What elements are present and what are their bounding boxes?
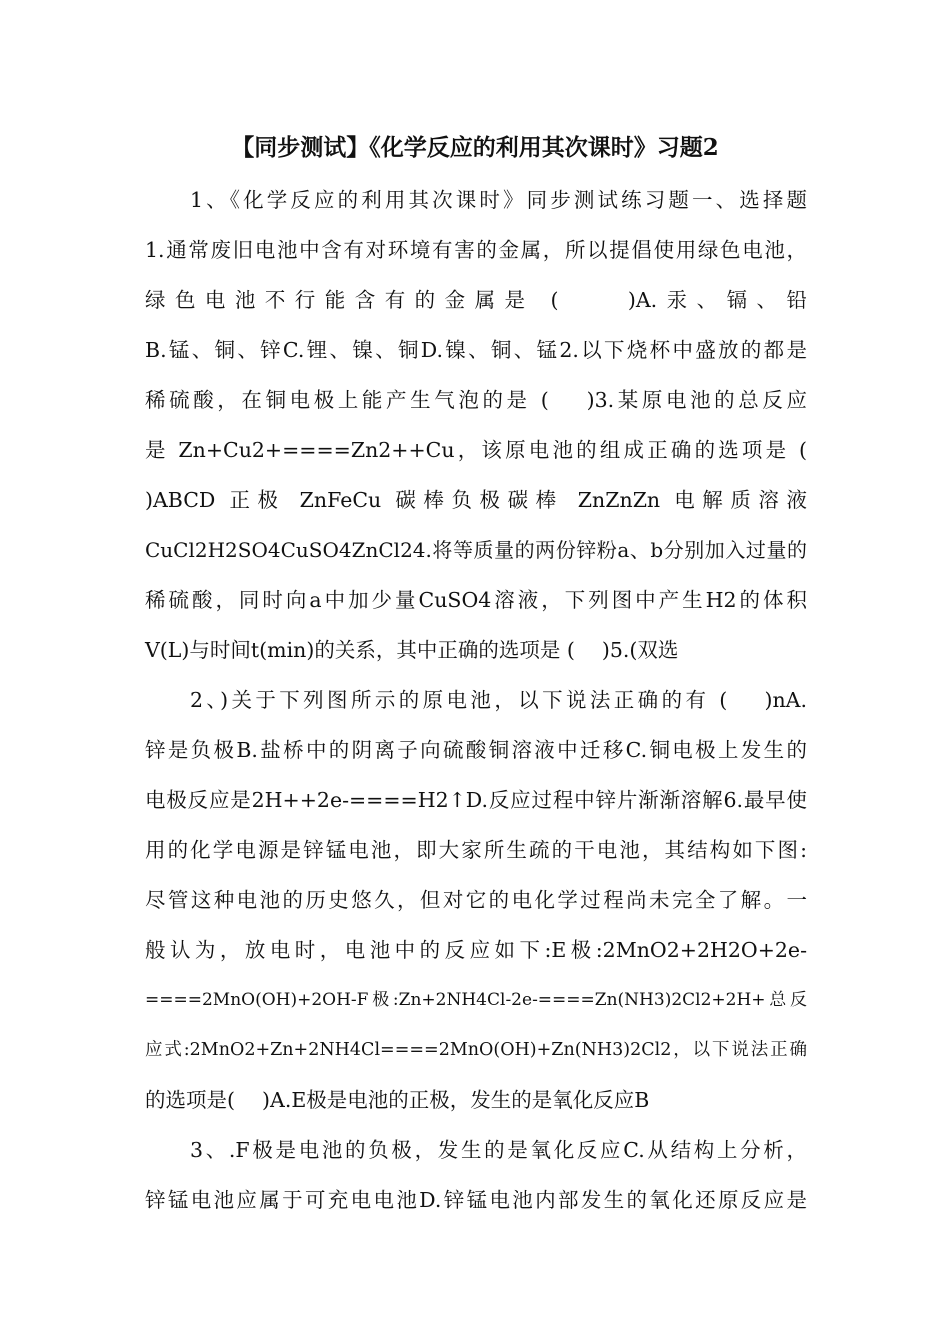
- paragraph-line: 锌是负极B.盐桥中的阴离子向硫酸铜溶液中迁移C.铜电极上发生的: [145, 738, 807, 762]
- paragraph-line: )ABCD 正极 ZnFeCu 碳棒负极碳棒 ZnZnZn 电解质溶液: [145, 488, 807, 512]
- paragraph-line: 1、《化学反应的利用其次课时》同步测试练习题一、选择题: [190, 188, 807, 212]
- paragraph-line: 锌锰电池应属于可充电电池D.锌锰电池内部发生的氧化还原反应是: [145, 1188, 807, 1212]
- paragraph-line: 3、.F极是电池的负极，发生的是氧化反应C.从结构上分析，: [190, 1138, 807, 1162]
- paragraph-line: 绿色电池不行能含有的金属是 ( )A.汞、镉、铅: [145, 288, 807, 312]
- paragraph-line: 稀硫酸，同时向a中加少量CuSO4溶液，下列图中产生H2的体积: [145, 588, 807, 612]
- paragraph-line: CuCl2H2SO4CuSO4ZnCl24.将等质量的两份锌粉a、b分别加入过量的: [145, 538, 807, 562]
- paragraph-line: ====2MnO(OH)+2OH-F极:Zn+2NH4Cl-2e-====Zn(NH3)2Cl2+2H+总反: [145, 990, 807, 1010]
- paragraph-line: 稀硫酸，在铜电极上能产生气泡的是 ( )3.某原电池的总反应: [145, 388, 807, 412]
- paragraph-line: 应式:2MnO2+Zn+2NH4Cl====2MnO(OH)+Zn(NH3)2Cl2，以下说法正确: [145, 1040, 807, 1060]
- paragraph-line: 1.通常废旧电池中含有对环境有害的金属，所以提倡使用绿色电池，: [145, 238, 807, 262]
- paragraph-line: 2、)关于下列图所示的原电池，以下说法正确的有 ( )nA.: [190, 688, 807, 712]
- paragraph-line: 用的化学电源是锌锰电池，即大家所生疏的干电池，其结构如下图:: [145, 838, 807, 862]
- paragraph-line: B.锰、铜、锌C.锂、镍、铜D.镍、铜、锰2.以下烧杯中盛放的都是: [145, 338, 807, 362]
- paragraph-line: 电极反应是2H++2e-====H2↑D.反应过程中锌片渐渐溶解6.最早使: [145, 788, 807, 812]
- paragraph-line: V(L)与时间t(min)的关系，其中正确的选项是 ( )5.(双选: [145, 638, 679, 662]
- paragraph-line: 尽管这种电池的历史悠久，但对它的电化学过程尚未完全了解。一: [145, 888, 807, 912]
- paragraph-line: 般认为，放电时，电池中的反应如下:E极:2MnO2+2H2O+2e-: [145, 938, 807, 962]
- paragraph-line: 的选项是( )A.E极是电池的正极，发生的是氧化反应B: [145, 1088, 650, 1112]
- paragraph-line: 是 Zn+Cu2+====Zn2++Cu，该原电池的组成正确的选项是 (: [145, 438, 807, 462]
- document-title: 【同步测试】《化学反应的利用其次课时》习题2: [231, 134, 719, 161]
